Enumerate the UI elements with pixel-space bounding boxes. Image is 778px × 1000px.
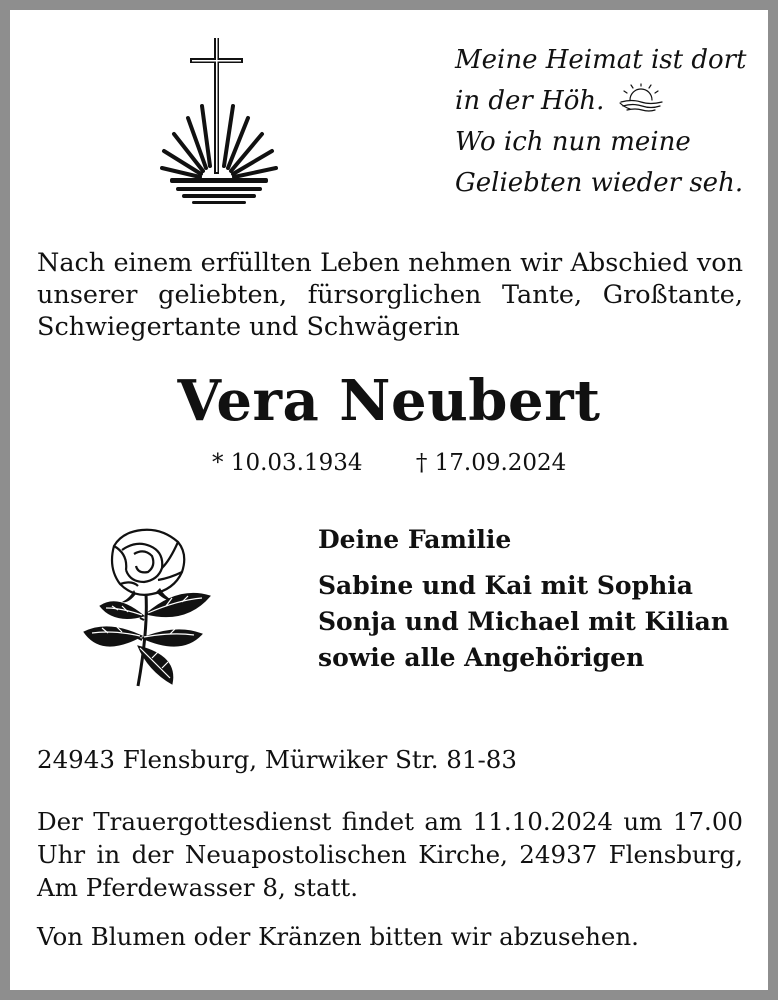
family-member: Sonja und Michael mit Kilian bbox=[318, 607, 730, 636]
verse-line-1: Meine Heimat ist dort bbox=[455, 45, 747, 75]
verse-line-2 bbox=[455, 81, 755, 122]
closing-note: Von Blumen oder Kränzen bitten wir abzusehen. bbox=[37, 922, 639, 951]
family-heading: Deine Familie bbox=[318, 525, 512, 554]
death-date: † 17.09.2024 bbox=[415, 450, 567, 476]
verse-line-3: Wo ich nun meine bbox=[455, 127, 691, 157]
verse bbox=[455, 40, 755, 204]
address: 24943 Flensburg, Mürwiker Str. 81-83 bbox=[37, 745, 517, 774]
deceased-name: Vera Neubert bbox=[177, 368, 601, 434]
service-info: Der Trauergottesdienst findet am 11.10.2024 um 17.00 Uhr in der Neuapostolischen Kirche, 24937 Flensburg, Am Pferdewasser 8, statt. bbox=[37, 807, 743, 902]
verse-line-4: Geliebten wieder seh. bbox=[455, 168, 744, 198]
cross-sunrays-icon bbox=[158, 36, 280, 206]
verse-line-2-text: in der Höh. bbox=[455, 86, 605, 116]
intro-text: Nach einem erfüllten Leben nehmen wir Abschied von unserer geliebten, fürsorglichen Tante, Großtante, Schwiegertante und Schwägerin bbox=[37, 248, 743, 342]
rose-icon bbox=[78, 520, 218, 690]
sunrise-icon bbox=[618, 83, 664, 113]
birth-date: * 10.03.1934 bbox=[212, 450, 363, 476]
family-member: sowie alle Angehörigen bbox=[318, 643, 645, 672]
life-dates bbox=[212, 450, 566, 476]
family-section bbox=[318, 522, 758, 676]
family-member: Sabine und Kai mit Sophia bbox=[318, 571, 693, 600]
